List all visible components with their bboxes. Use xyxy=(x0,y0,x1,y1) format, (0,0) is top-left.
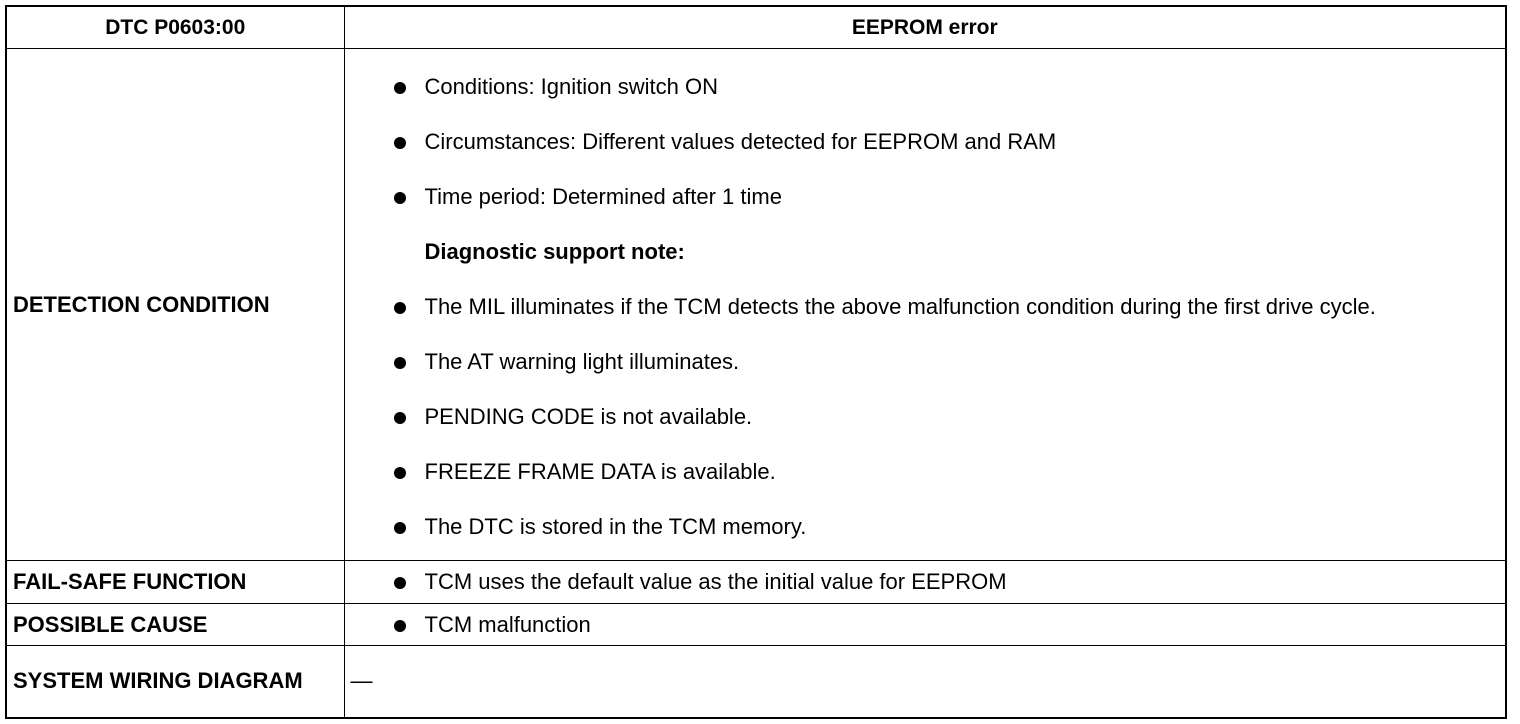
list-item-text: TCM uses the default value as the initial value for EEPROM xyxy=(424,569,1007,594)
list-item xyxy=(345,567,1506,597)
wiring-value: — xyxy=(344,646,1506,718)
list-item xyxy=(345,182,1506,212)
bullet-icon xyxy=(394,522,406,534)
possible-cause-content xyxy=(344,604,1506,646)
dtc-code: DTC P0603:00 xyxy=(6,6,344,49)
list-item xyxy=(345,402,1506,432)
list-item-text: TCM malfunction xyxy=(424,611,591,637)
list-item-text: Circumstances: Different values detected for EEPROM and RAM xyxy=(424,128,1057,154)
bullet-icon xyxy=(394,137,406,149)
wiring-label: SYSTEM WIRING DIAGRAM xyxy=(6,646,344,718)
list-item-text: The AT warning light illuminates. xyxy=(424,348,740,374)
detection-row xyxy=(6,49,1506,561)
detection-list-before xyxy=(345,72,1506,212)
list-item xyxy=(345,457,1506,487)
list-item-text: The DTC is stored in the TCM memory. xyxy=(424,513,807,539)
bullet-icon xyxy=(394,467,406,479)
detection-content xyxy=(344,49,1506,561)
dtc-title: EEPROM error xyxy=(344,6,1506,49)
list-item-text: PENDING CODE is not available. xyxy=(424,403,753,429)
list-item xyxy=(345,610,1506,640)
fail-safe-label: FAIL-SAFE FUNCTION xyxy=(6,561,344,604)
bullet-icon xyxy=(394,357,406,369)
list-item-text: Conditions: Ignition switch ON xyxy=(424,73,718,99)
list-item xyxy=(345,72,1506,102)
detection-label: DETECTION CONDITION xyxy=(6,49,344,561)
fail-safe-content xyxy=(344,561,1506,604)
bullet-icon xyxy=(394,412,406,424)
bullet-icon xyxy=(394,82,406,94)
possible-cause-list xyxy=(345,610,1506,640)
list-item xyxy=(345,292,1506,322)
dtc-table xyxy=(5,5,1507,719)
bullet-icon xyxy=(394,577,406,589)
fail-safe-row xyxy=(6,561,1506,604)
list-item xyxy=(345,127,1506,157)
bullet-icon xyxy=(394,620,406,632)
list-item-text: The MIL illuminates if the TCM detects the above malfunction condition during the first drive cycle. xyxy=(424,293,1376,319)
fail-safe-list xyxy=(345,567,1506,597)
list-item-text: Time period: Determined after 1 time xyxy=(424,183,782,209)
detection-list-after xyxy=(345,292,1506,542)
diagnostic-note-title: Diagnostic support note: xyxy=(424,238,685,264)
bullet-icon xyxy=(394,302,406,314)
bullet-icon xyxy=(394,192,406,204)
header-row xyxy=(6,6,1506,49)
list-item-text: FREEZE FRAME DATA is available. xyxy=(424,458,776,484)
wiring-row xyxy=(6,646,1506,718)
list-item xyxy=(345,347,1506,377)
possible-cause-row xyxy=(6,604,1506,646)
possible-cause-label: POSSIBLE CAUSE xyxy=(6,604,344,646)
list-item xyxy=(345,512,1506,542)
